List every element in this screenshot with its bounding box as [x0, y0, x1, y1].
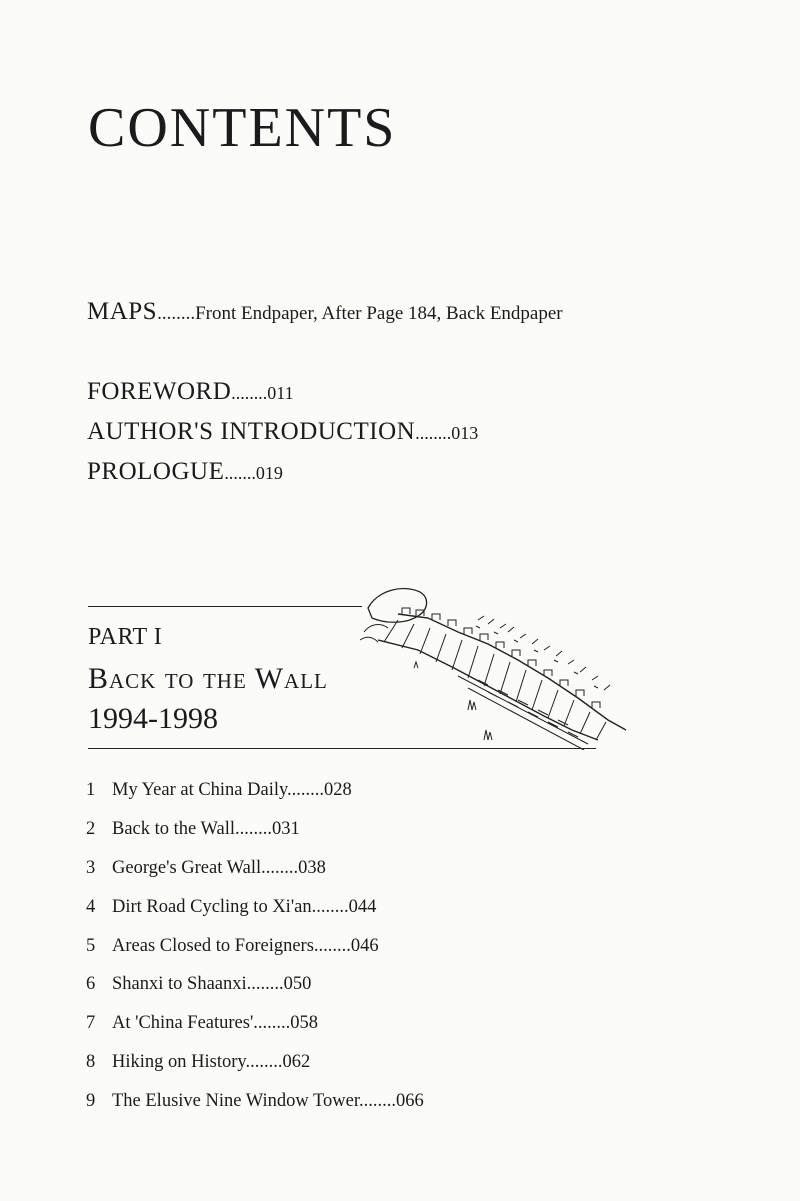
- front-matter-item: [87, 458, 478, 498]
- chapter-leader: ........: [313, 935, 351, 956]
- chapter-title: Shanxi to Shaanxi: [112, 974, 247, 995]
- chapter-item: [86, 1013, 424, 1052]
- part-years: 1994-1998: [88, 702, 218, 735]
- part-divider-top: [88, 606, 362, 607]
- chapter-number: 8: [86, 1052, 96, 1073]
- chapter-item: [86, 1091, 424, 1130]
- chapter-page: 058: [290, 1013, 319, 1034]
- chapter-page: 062: [282, 1052, 311, 1073]
- chapter-leader: ........: [245, 1052, 283, 1073]
- front-matter-page: 011: [267, 383, 294, 403]
- chapter-title: Back to the Wall: [112, 818, 236, 839]
- chapter-item: [86, 858, 424, 897]
- chapter-item: [86, 819, 424, 858]
- chapter-title: My Year at China Daily: [112, 780, 288, 800]
- chapter-leader: ........: [287, 780, 325, 800]
- chapter-item: [86, 1052, 424, 1091]
- maps-entry: [87, 298, 563, 326]
- chapter-number: 2: [86, 818, 96, 839]
- chapter-item: [86, 936, 424, 975]
- chapter-title: The Elusive Nine Window Tower: [112, 1091, 359, 1112]
- chapter-title: Areas Closed to Foreigners: [112, 935, 314, 956]
- great-wall-illustration: [358, 580, 630, 750]
- part-label: PART I: [88, 624, 163, 650]
- chapter-page: 038: [298, 857, 326, 878]
- chapter-leader: ........: [261, 857, 299, 878]
- chapter-item: [86, 974, 424, 1013]
- chapter-number: 4: [86, 896, 96, 917]
- part-title: Back to the Wall: [88, 662, 328, 695]
- maps-pages: Front Endpaper, After Page 184, Back Endpaper: [195, 303, 563, 324]
- front-matter-list: [87, 378, 478, 498]
- chapter-page: 028: [324, 780, 352, 800]
- chapter-title: At 'China Features': [112, 1013, 254, 1034]
- chapter-leader: ........: [253, 1013, 291, 1034]
- chapter-number: 7: [86, 1013, 96, 1034]
- chapter-title: Dirt Road Cycling to Xi'an: [112, 896, 312, 917]
- front-matter-label: FOREWORD: [87, 378, 232, 405]
- maps-label: MAPS: [87, 298, 158, 325]
- chapter-number: 6: [86, 974, 96, 995]
- chapter-number: 9: [86, 1091, 96, 1112]
- maps-leader: ........: [157, 303, 196, 324]
- chapter-page: 044: [348, 896, 377, 917]
- chapter-number: 1: [86, 780, 96, 800]
- chapter-leader: ........: [359, 1091, 396, 1112]
- chapter-number: 5: [86, 935, 96, 956]
- chapter-page: 050: [283, 974, 312, 995]
- chapter-leader: ........: [311, 896, 349, 917]
- chapter-page: 066: [396, 1091, 424, 1112]
- chapter-leader: ........: [246, 974, 284, 995]
- chapter-leader: ........: [235, 818, 273, 839]
- front-matter-page: 013: [451, 423, 479, 443]
- chapter-page: 046: [350, 935, 379, 956]
- front-matter-label: PROLOGUE: [87, 458, 225, 485]
- chapter-item: [86, 780, 424, 819]
- chapter-page: 031: [272, 818, 300, 839]
- chapter-number: 3: [86, 857, 96, 878]
- chapter-title: Hiking on History: [112, 1052, 246, 1073]
- front-matter-page: 019: [255, 463, 283, 483]
- chapter-list: [86, 780, 424, 1130]
- front-matter-item: [87, 378, 478, 418]
- front-matter-label: AUTHOR'S INTRODUCTION: [87, 418, 416, 445]
- page-title: CONTENTS: [88, 97, 397, 159]
- front-matter-leader: ........: [415, 423, 452, 443]
- front-matter-item: [87, 418, 478, 458]
- chapter-item: [86, 897, 424, 936]
- front-matter-leader: .......: [224, 463, 256, 483]
- chapter-title: George's Great Wall: [112, 857, 262, 878]
- front-matter-leader: ........: [231, 383, 268, 403]
